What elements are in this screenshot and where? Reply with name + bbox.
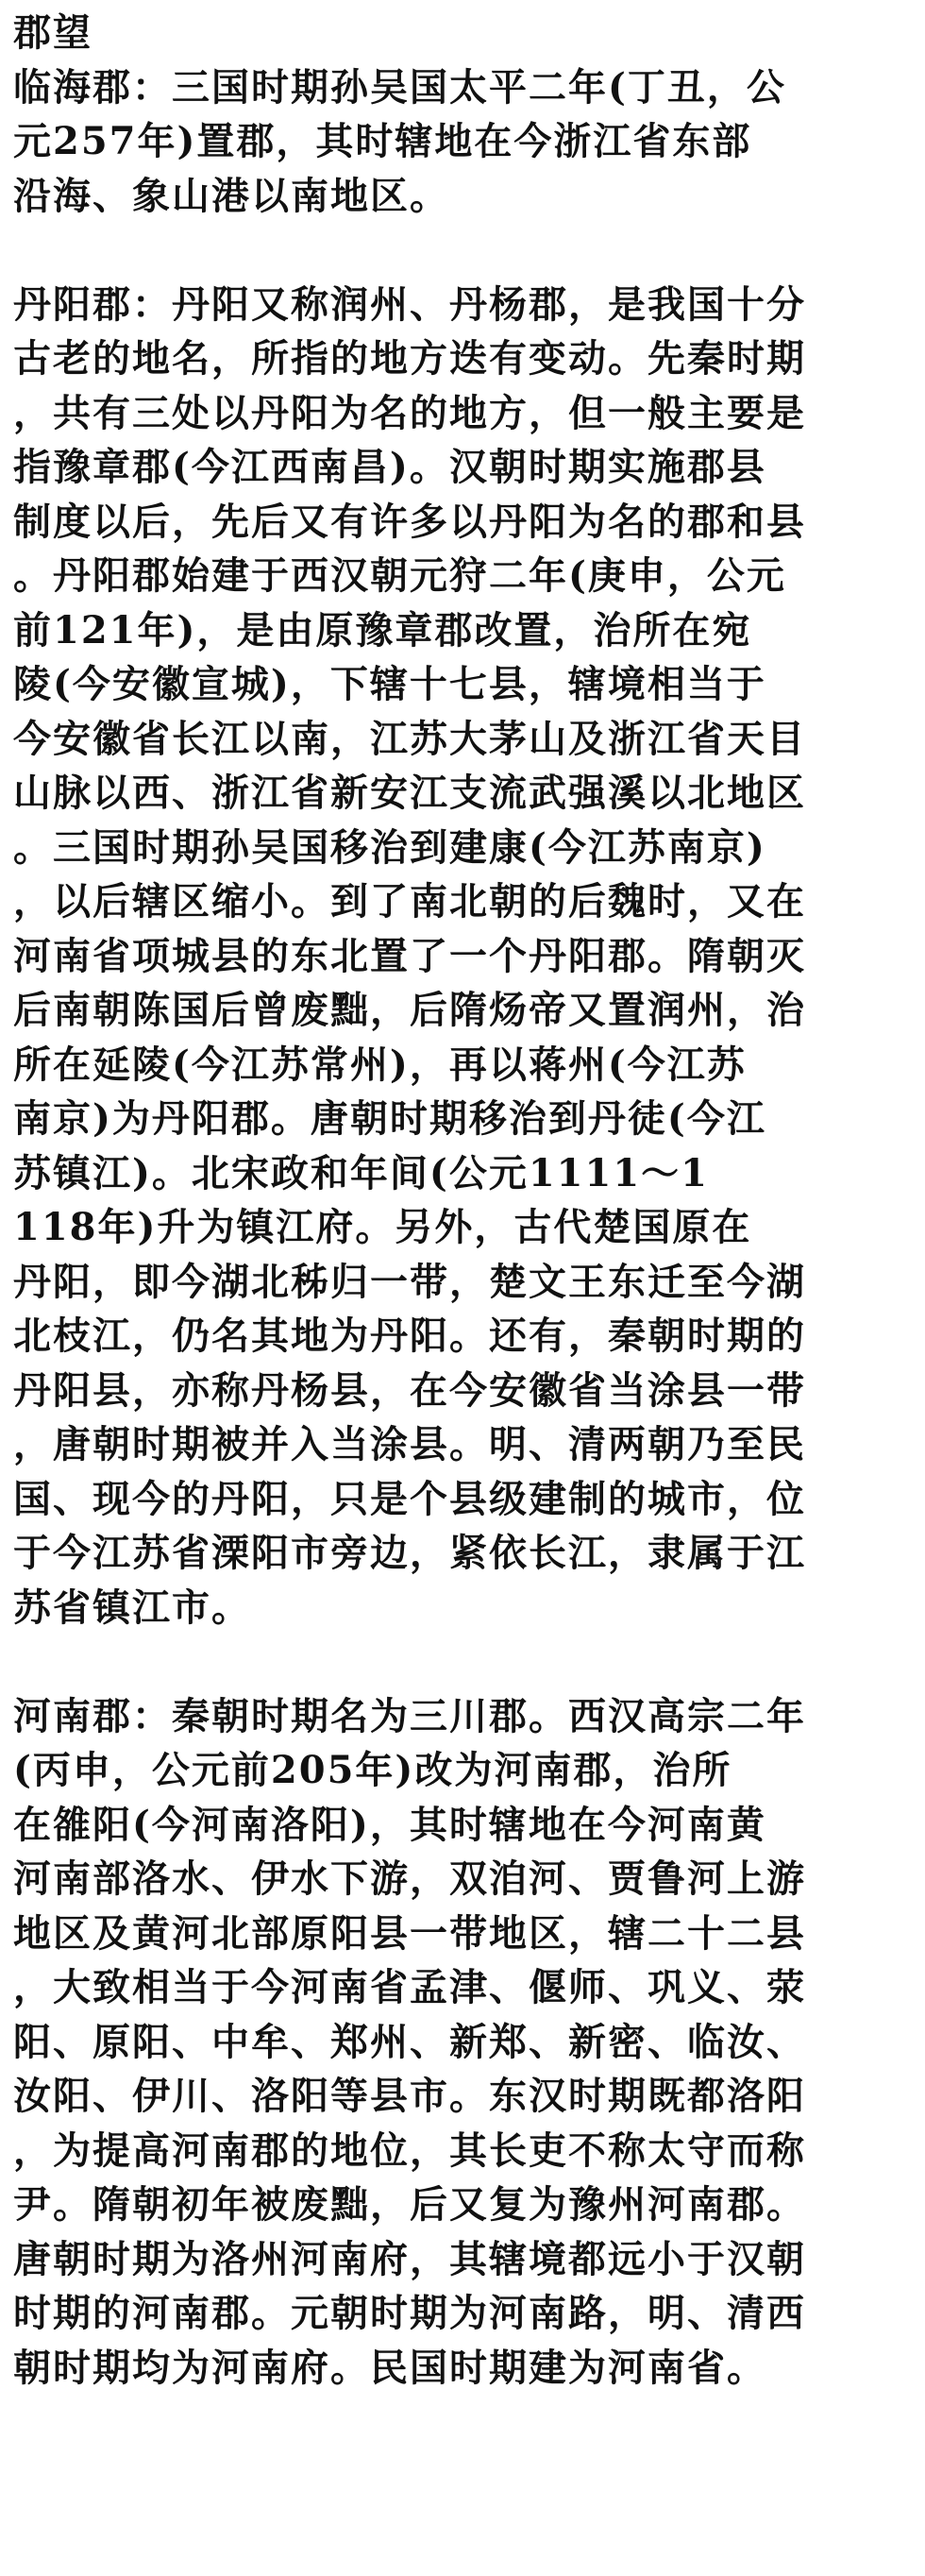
text-line: 阳、原阳、中牟、郑州、新郑、新密、临汝、 bbox=[13, 2019, 806, 2064]
text-line: 丹阳县，亦称丹杨县，在今安徽省当涂县一带 bbox=[13, 1367, 806, 1413]
section-danyang bbox=[13, 278, 919, 1635]
paragraph-gap bbox=[13, 1635, 919, 1689]
section-linhai bbox=[13, 60, 919, 224]
text-line: 后南朝陈国后曾废黜，后隋炀帝又置润州，治 bbox=[13, 988, 806, 1032]
text-line: 前121年)，是由原豫章郡改置，治所在宛 bbox=[13, 607, 752, 652]
text-line: 苏省镇江市。 bbox=[13, 1585, 251, 1630]
text-line: ，以后辖区缩小。到了南北朝的后魏时，又在 bbox=[13, 879, 806, 924]
text-line: 临海郡：三国时期孙吴国太平二年(丁丑，公 bbox=[13, 64, 786, 110]
text-line: 于今江苏省溧阳市旁边，紧依长江，隶属于江 bbox=[13, 1531, 806, 1575]
section-henan bbox=[13, 1689, 919, 2396]
text-line: 朝时期均为河南府。民国时期建为河南省。 bbox=[13, 2345, 766, 2390]
text-line: ，大致相当于今河南省孟津、偃师、巩义、荥 bbox=[13, 1965, 806, 2009]
text-line: 118年)升为镇江府。另外，古代楚国原在 bbox=[13, 1205, 752, 1249]
text-line: (丙申，公元前205年)改为河南郡，治所 bbox=[13, 1748, 732, 1792]
text-line: 所在延陵(今江苏常州)，再以蒋州(今江苏 bbox=[13, 1042, 747, 1087]
text-line: 。三国时期孙吴国移治到建康(今江苏南京) bbox=[13, 824, 766, 870]
text-line: 元257年)置郡，其时辖地在今浙江省东部 bbox=[13, 119, 752, 163]
paragraph-gap bbox=[13, 223, 919, 278]
text-line: 。丹阳郡始建于西汉朝元狩二年(庚申，公元 bbox=[13, 553, 786, 598]
text-line: 唐朝时期为洛州河南府，其辖境都远小于汉朝 bbox=[13, 2236, 806, 2281]
text-line: 今安徽省长江以南，江苏大茅山及浙江省天目 bbox=[13, 716, 806, 761]
text-line: 南京)为丹阳郡。唐朝时期移治到丹徒(今江 bbox=[13, 1096, 766, 1141]
text-line: 河南郡：秦朝时期名为三川郡。西汉高宗二年 bbox=[13, 1693, 806, 1738]
text-line: 河南部洛水、伊水下游，双洎河、贾鲁河上游 bbox=[13, 1856, 806, 1901]
text-line: 丹阳郡：丹阳又称润州、丹杨郡，是我国十分 bbox=[13, 281, 806, 327]
text-line: 制度以后，先后又有许多以丹阳为名的郡和县 bbox=[13, 499, 806, 544]
text-line: 尹。隋朝初年被废黜，后又复为豫州河南郡。 bbox=[13, 2182, 806, 2227]
text-line: 在雒阳(今河南洛阳)，其时辖地在今河南黄 bbox=[13, 1802, 766, 1847]
text-line: ，唐朝时期被并入当涂县。明、清两朝乃至民 bbox=[13, 1422, 806, 1466]
text-line: 丹阳，即今湖北秭归一带，楚文王东迁至今湖 bbox=[13, 1259, 806, 1304]
text-line: ，共有三处以丹阳为名的地方，但一般主要是 bbox=[13, 390, 806, 435]
text-line: 苏镇江)。北宋政和年间(公元1111～1 bbox=[13, 1150, 710, 1195]
text-line: 汝阳、伊川、洛阳等县市。东汉时期既都洛阳 bbox=[13, 2074, 806, 2118]
document-body bbox=[13, 6, 919, 2395]
text-line: 北枝江，仍名其地为丹阳。还有，秦朝时期的 bbox=[13, 1313, 806, 1358]
text-line: 时期的河南郡。元朝时期为河南路，明、清西 bbox=[13, 2291, 806, 2335]
text-line: 河南省项城县的东北置了一个丹阳郡。隋朝灭 bbox=[13, 933, 806, 978]
page-title: 郡望 bbox=[13, 10, 92, 55]
text-line: 山脉以西、浙江省新安江支流武强溪以北地区 bbox=[13, 771, 806, 815]
text-line: ，为提高河南郡的地位，其长吏不称太守而称 bbox=[13, 2127, 806, 2173]
text-line: 陵(今安徽宣城)，下辖十七县，辖境相当于 bbox=[13, 662, 766, 706]
text-line: 地区及黄河北部原阳县一带地区，辖二十二县 bbox=[13, 1910, 806, 1956]
text-line: 国、现今的丹阳，只是个县级建制的城市，位 bbox=[13, 1476, 806, 1521]
text-line: 古老的地名，所指的地方迭有变动。先秦时期 bbox=[13, 336, 806, 381]
text-line: 沿海、象山港以南地区。 bbox=[13, 173, 449, 218]
text-line: 指豫章郡(今江西南昌)。汉朝时期实施郡县 bbox=[13, 445, 766, 489]
